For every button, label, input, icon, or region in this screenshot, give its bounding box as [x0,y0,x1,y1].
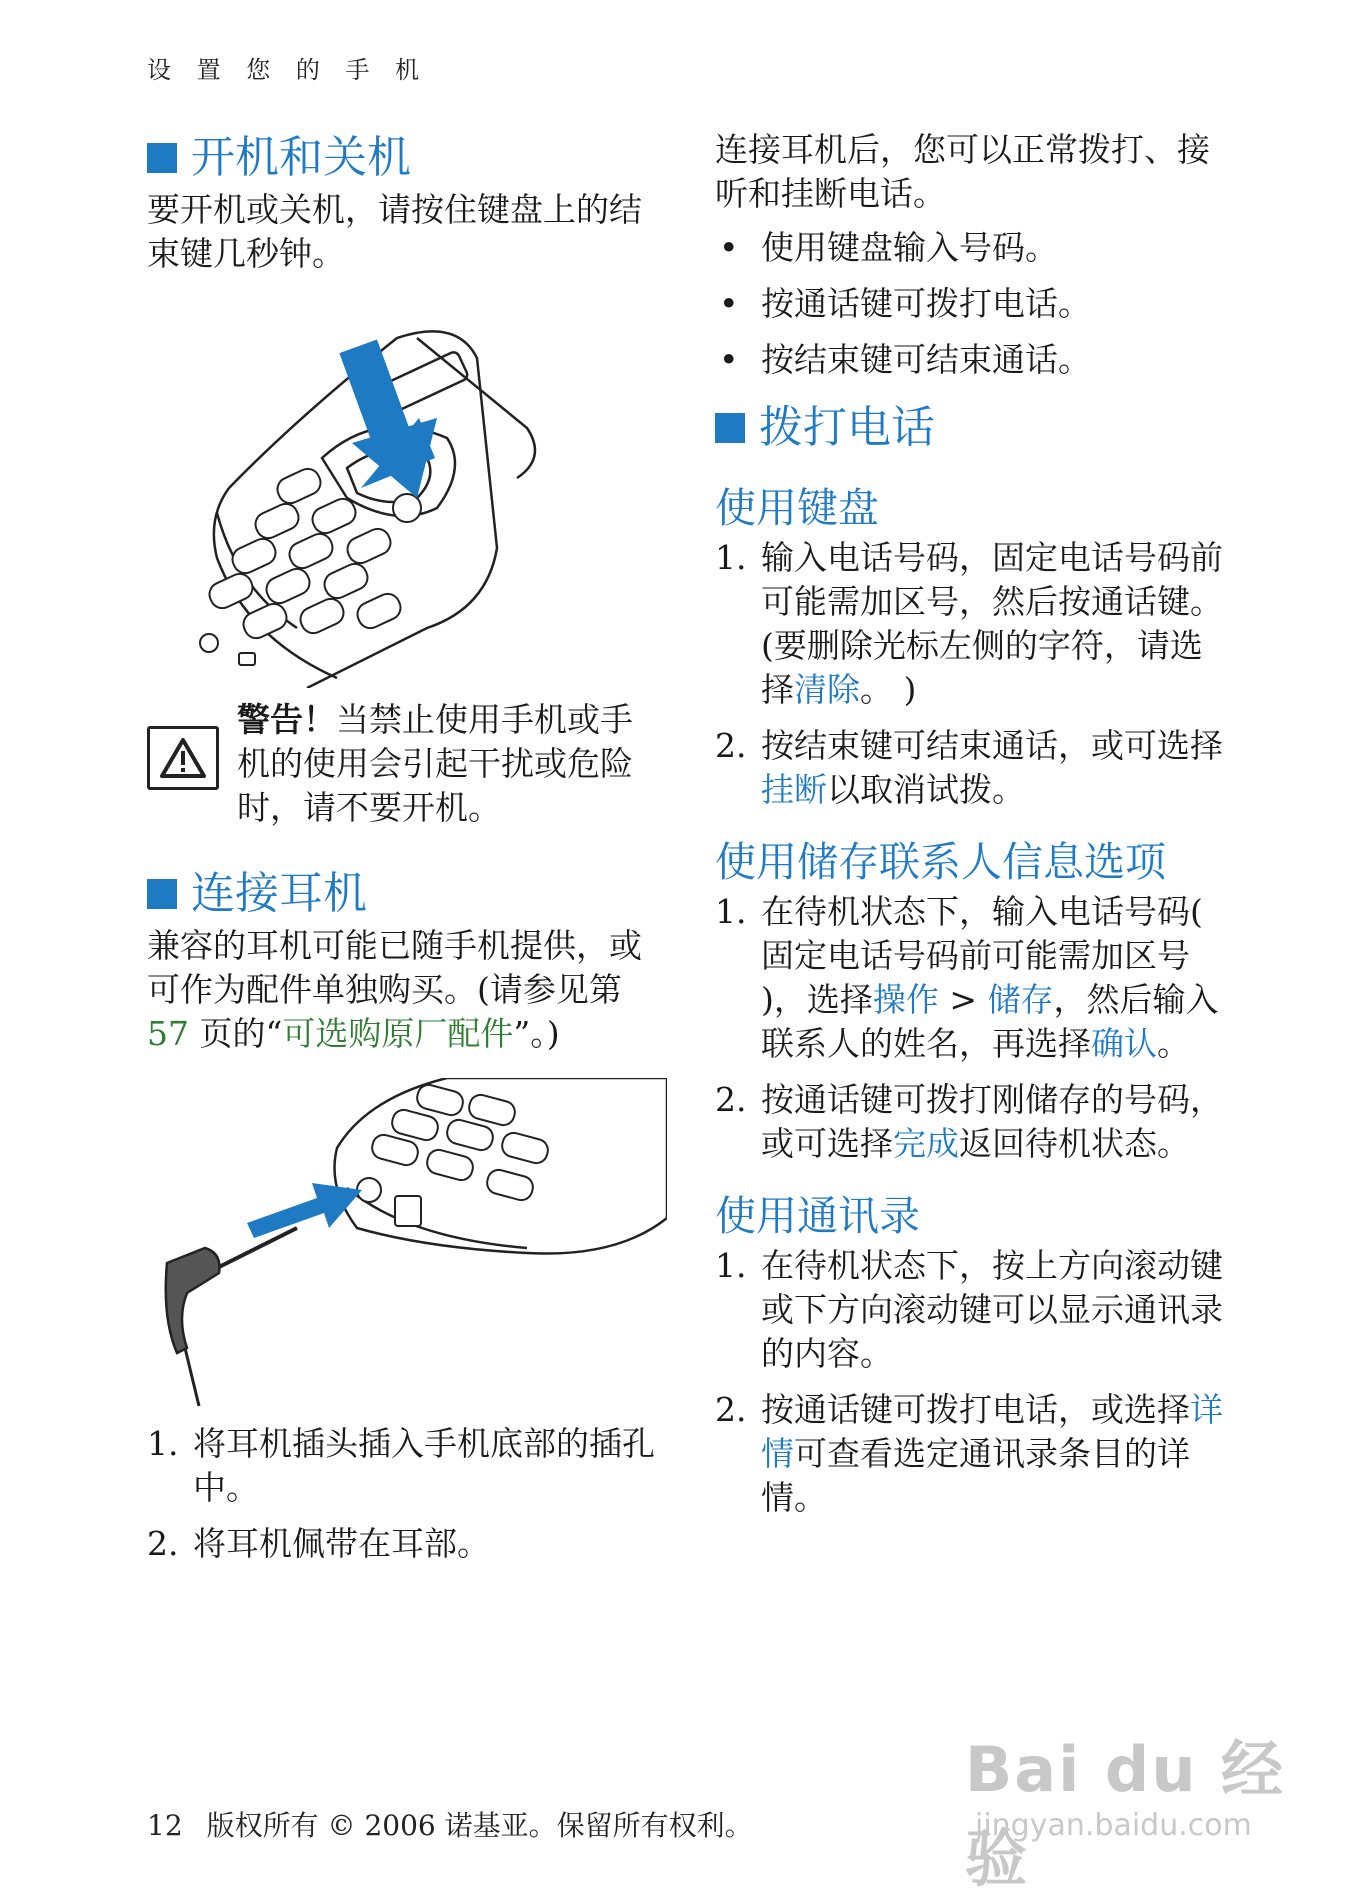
headset-plug-icon [166,1228,297,1406]
watermark-brand: Bai du 经验 [965,1733,1286,1895]
save-contact-steps [715,890,1235,1166]
list-item: 2. 按通话键可拨打刚储存的号码，或可选择完成返回待机状态。 [715,1080,1223,1163]
list-item: • 使用键盘输入号码。 [715,226,1235,270]
warning-text: 警告！当禁止使用手机或手机的使用会引起干扰或危险时，请不要开机。 [237,700,633,827]
clear-link[interactable]: 清除 [794,670,860,709]
contacts-steps [715,1244,1235,1520]
section-heading-power: 开机和关机 [147,128,667,188]
list-item: 2. 将耳机佩带在耳部。 [147,1524,490,1563]
headset-description: 兼容的耳机可能已随手机提供，或可作为配件单独购买。(请参见第 57 页的“可选购原厂配件”。) [147,926,642,1053]
list-item: 1. 在待机状态下，输入电话号码( 固定电话号码前可能需加区号 )，选择操作 > 储存，然后输入联系人的姓名，再选择确认。 [715,892,1219,1063]
copyright: 版权所有 © 2006 诺基亚。保留所有权利。 [206,1809,753,1842]
hangup-link[interactable]: 挂断 [761,770,827,809]
page-number: 12 [147,1809,183,1842]
phone-power-drawing [147,298,667,688]
baidu-watermark [965,1720,1295,1895]
list-item: 1. 将耳机插头插入手机底部的插孔中。 [147,1424,655,1507]
ok-link[interactable]: 确认 [1091,1024,1157,1063]
headset-call-intro: 连接耳机后，您可以正常拨打、接听和挂断电话。 [715,130,1210,213]
right-column [715,128,1235,1532]
phone-power-illustration [147,298,667,688]
save-link[interactable]: 储存 [987,980,1054,1019]
heading-square-icon [147,879,177,909]
headset-bullets [715,226,1235,382]
list-item: 1. 输入电话号码，固定电话号码前可能需加区号，然后按通话键。(要删除光标左侧的字符，请选择清除。 ) [715,538,1223,709]
headset-drawing [147,1078,667,1408]
running-header: 设 置 您 的 手 机 [147,56,429,84]
keypad-steps [715,536,1235,812]
accessories-link[interactable]: 可选购原厂配件 [282,1014,514,1053]
phone2-keypad [357,1082,550,1226]
heading-square-icon [715,413,745,443]
list-item: 2. 按结束键可结束通话，或可选择挂断以取消试拨。 [715,726,1223,809]
section-heading-calls: 拨打电话 [715,398,1235,458]
subheading-save-contact: 使用储存联系人信息选项 [715,838,1166,886]
warning-note [147,698,667,830]
warning-label: 警告！ [237,700,336,739]
page-ref[interactable]: 57 [147,1014,189,1053]
heading-square-icon [147,143,177,173]
watermark-url: jingyan.baidu.com [975,1808,1252,1843]
power-arrow-icon [339,339,437,498]
list-item: 2. 按通话键可拨打电话，或选择详情可查看选定通讯录条目的详情。 [715,1390,1223,1517]
phone1-keypad [200,465,421,665]
warning-triangle-icon [147,726,219,790]
headset-steps [147,1422,667,1566]
list-item: • 按通话键可拨打电话。 [715,282,1235,326]
subheading-keypad: 使用键盘 [715,484,879,532]
section-heading-headset: 连接耳机 [147,864,667,924]
page-footer [147,1804,753,1844]
options-link[interactable]: 操作 [872,980,939,1019]
power-instructions: 要开机或关机，请按住键盘上的结束键几秒钟。 [147,190,642,273]
done-link[interactable]: 完成 [893,1124,959,1163]
list-item: 1. 在待机状态下，按上方向滚动键或下方向滚动键可以显示通讯录的内容。 [715,1246,1223,1373]
left-column [147,128,667,1578]
headset-illustration [147,1078,667,1408]
subheading-contacts: 使用通讯录 [715,1192,920,1240]
details-link[interactable]: 详情 [761,1390,1223,1473]
list-item: • 按结束键可结束通话。 [715,338,1235,382]
